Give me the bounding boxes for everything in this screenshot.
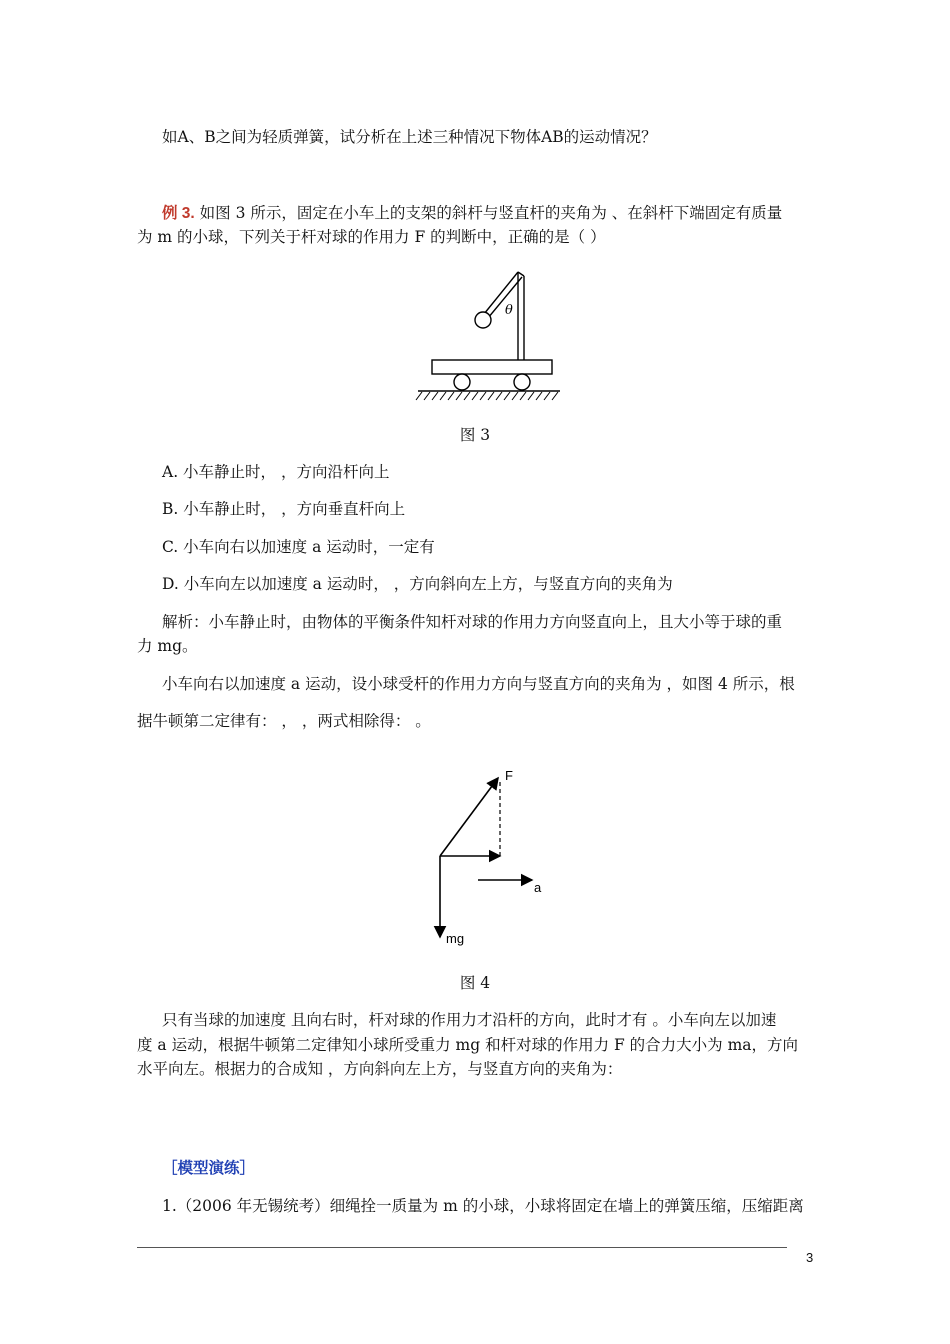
option-a: A. 小车静止时， ，方向沿杆向上	[162, 463, 390, 481]
figure-4-label-f: F	[505, 768, 513, 783]
figure-4-caption: 图 4	[459, 974, 491, 992]
option-c: C. 小车向右以加速度 a 运动时，一定有	[162, 538, 435, 556]
option-d: D. 小车向左以加速度 a 运动时， ，方向斜向左上方，与竖直方向的夹角为	[162, 575, 673, 593]
figure-3-cart-diagram	[410, 262, 570, 412]
section-title-model-practice: ［模型演练］	[162, 1158, 256, 1177]
paragraph-question: 如A、B之间为轻质弹簧，试分析在上述三种情况下物体AB的运动情况？	[162, 128, 657, 146]
analysis-3-line-1: 只有当球的加速度 且向右时，杆对球的作用力才沿杆的方向，此时才有 。小车向左以加速	[162, 1011, 777, 1029]
figure-4-label-a: a	[534, 880, 542, 895]
question-1: 1.（2006 年无锡统考）细绳拴一质量为 m 的小球，小球将固定在墙上的弹簧压缩，压缩距离	[162, 1197, 804, 1215]
analysis-2-line-1: 小车向右以加速度 a 运动，设小球受杆的作用力方向与竖直方向的夹角为 ，如图 4 所示，根	[162, 675, 795, 693]
example-3-line-2: 为 m 的小球，下列关于杆对球的作用力 F 的判断中，正确的是（ ）	[137, 228, 606, 246]
example-3-label: 例 3.	[162, 205, 195, 222]
figure-3-caption: 图 3	[459, 426, 491, 444]
page-number: 3	[806, 1250, 814, 1265]
figure-4-label-mg: mg	[446, 931, 465, 946]
example-3-text: 如图 3 所示，固定在小车上的支架的斜杆与竖直杆的夹角为 、在斜杆下端固定有质量	[194, 204, 783, 222]
analysis-3-line-3: 水平向左。根据力的合成知 ，方向斜向左上方，与竖直方向的夹角为：	[137, 1060, 623, 1078]
footer-rule	[137, 1247, 787, 1248]
analysis-1-line-1: 解析：小车静止时，由物体的平衡条件知杆对球的作用力方向竖直向上，且大小等于球的重	[162, 613, 783, 631]
example-3-line-1	[162, 202, 782, 225]
analysis-1-line-2: 力 mg。	[137, 637, 198, 655]
figure-3-theta-label: θ	[505, 303, 513, 318]
analysis-2-line-2: 据牛顿第二定律有： ， ，两式相除得： 。	[137, 712, 431, 730]
analysis-3-line-2: 度 a 运动，根据牛顿第二定律知小球所受重力 mg 和杆对球的作用力 F 的合力大小为 ma，方向	[137, 1036, 799, 1054]
figure-4-force-diagram	[420, 762, 570, 952]
option-b: B. 小车静止时， ，方向垂直杆向上	[162, 500, 406, 518]
